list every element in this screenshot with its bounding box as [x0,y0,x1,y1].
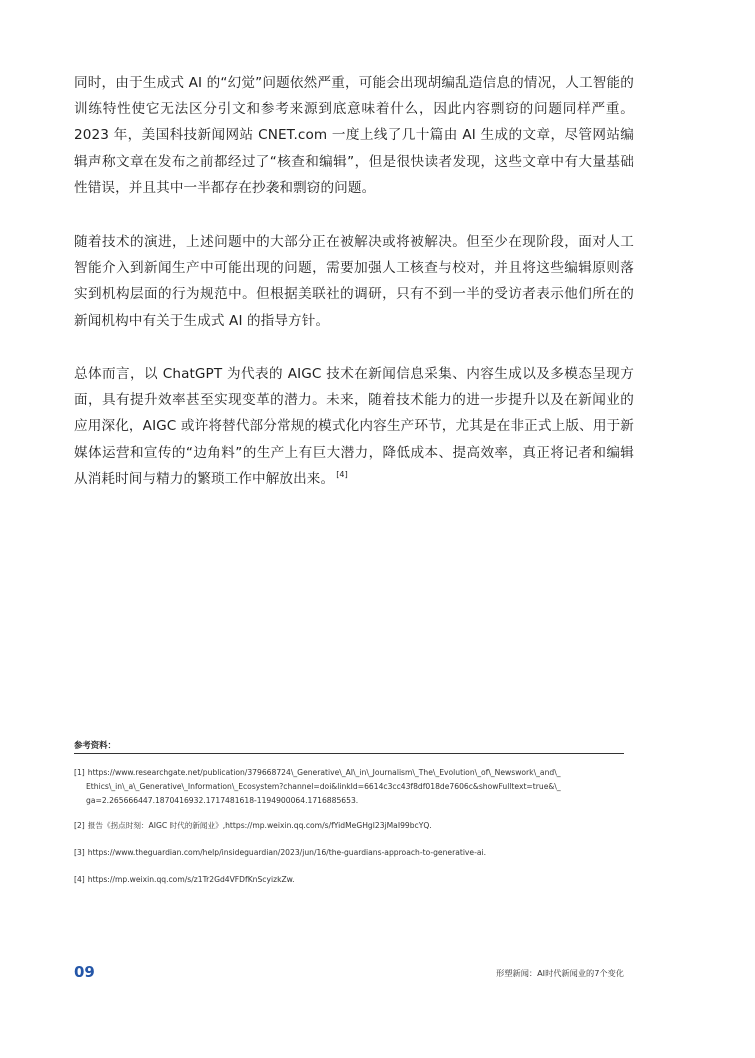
reference-link[interactable]: https://www.theguardian.com/help/insideguardian/2023/jun/16/the-guardians-approach-to-generative-ai. [87,848,487,857]
reference-link[interactable]: 报告《拐点时刻：AIGC 时代的新闻业》,https://mp.weixin.qq.com/s/fYidMeGHgl23jMaI99bcYQ. [87,821,432,830]
body-paragraph-3-text: 总体而言，以 ChatGPT 为代表的 AIGC 技术在新闻信息采集、内容生成以及多模态呈现方面，具有提升效率甚至实现变革的潜力。未来，随着技术能力的进一步提升以及在新闻业的应用深化，AIGC 或许将替代部分常规的模式化内容生产环节，尤其是在非正式上版、用于新媒体运营和宣传的“边角料”的生产上有巨大潜力，降低成本、提高效率，真正将记者和编辑从消耗时间与精力的繁琐工作中解放出来。 [74,366,634,487]
body-paragraph-1: 同时，由于生成式 AI 的“幻觉”问题依然严重，可能会出现胡编乱造信息的情况，人工智能的训练特性使它无法区分引文和参考来源到底意味着什么，因此内容剽窃的问题同样严重。2023 年，美国科技新闻网站 CNET.com 一度上线了几十篇由 AI 生成的文章，尽管网站编辑声称文章在发布之前都经过了“核查和编辑”，但是很快读者发现，这些文章中有大量基础性错误，并且其中一半都存在抄袭和剽窃的问题。 [74,75,634,196]
reference-item-4 [74,873,584,887]
body-paragraph-2: 随着技术的演进，上述问题中的大部分正在被解决或将被解决。但至少在现阶段，面对人工智能介入到新闻生产中可能出现的问题，需要加强人工核查与校对，并且将这些编辑原则落实到机构层面的行为规范中。但根据美联社的调研，只有不到一半的受访者表示他们所在的新闻机构中有关于生成式 AI 的指导方针。 [74,234,634,329]
reference-link-line-3[interactable]: ga=2.265666447.1870416932.1717481618-1194900064.1716885653. [86,796,359,805]
reference-number: [2] [74,821,85,830]
reference-number: [3] [74,848,85,857]
reference-item-1 [74,766,584,808]
reference-item-3 [74,846,584,860]
footnote-mark: [4] [336,470,348,480]
references-title: 参考资料： [74,740,116,750]
reference-link[interactable]: https://mp.weixin.qq.com/s/z1Tr2Gd4VFDfKnScyizkZw. [87,875,295,884]
references-divider [74,753,624,754]
page-number: 09 [74,963,95,981]
body-paragraph-3 [74,361,634,492]
footer-title: 形塑新闻：AI时代新闻业的7个变化 [496,968,624,978]
reference-number: [1] [74,768,85,777]
reference-item-2 [74,819,584,833]
reference-link-line-1[interactable]: https://www.researchgate.net/publication/379668724\_Generative\_AI\_in\_Journalism\_The\_Evolution\_of\_Newswork\_and\_ [87,768,561,777]
reference-number: [4] [74,875,85,884]
reference-link-line-2[interactable]: Ethics\_in\_a\_Generative\_Information\_Ecosystem?channel=doi&linkId=6614c3cc43f8df018de7606c&showFulltext=true&\_ [86,782,561,791]
